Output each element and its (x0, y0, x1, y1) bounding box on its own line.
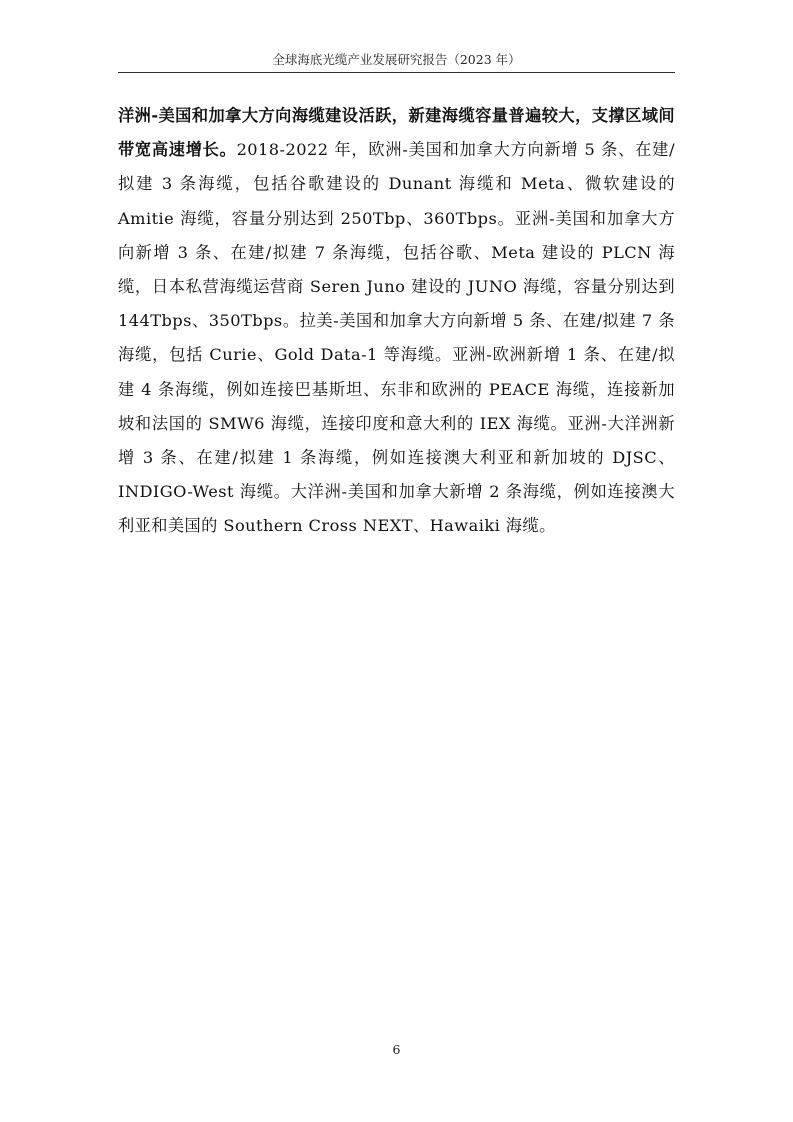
body-paragraph (118, 99, 675, 544)
header-divider (118, 72, 675, 73)
running-header-title: 全球海底光缆产业发展研究报告（2023 年） (272, 52, 521, 67)
paragraph-lead-sentence: 洋洲-美国和加拿大方向海缆建设活跃，新建海缆容量普遍较大，支撑区域间带宽高速增长。 (118, 106, 675, 160)
paragraph-body-text: 2018-2022 年，欧洲-美国和加拿大方向新增 5 条、在建/拟建 3 条海缆，包括谷歌建设的 Dunant 海缆和 Meta、微软建设的 Amitie 海缆，容量分别达到 250Tbp、360Tbps。亚洲-美国和加拿大方向新增 3 条、在建/拟建 7 条海缆，包括谷歌、Meta 建设的 PLCN 海缆，日本私营海缆运营商 Seren Juno 建设的 JUNO 海缆，容量分别达到 144Tbps、350Tbps。拉美-美国和加拿大方向新增 5 条、在建/拟建 7 条海缆，包括 Curie、Gold Data-1 等海缆。亚洲-欧洲新增 1 条、在建/拟建 4 条海缆，例如连接巴基斯坦、东非和欧洲的 PEACE 海缆，连接新加坡和法国的 SMW6 海缆，连接印度和意大利的 IEX 海缆。亚洲-大洋洲新增 3 条、在建/拟建 1 条海缆，例如连接澳大利亚和新加坡的 DJSC、INDIGO-West 海缆。大洋洲-美国和加拿大新增 2 条海缆，例如连接澳大利亚和美国的 Southern Cross NEXT、Hawaiki 海缆。 (118, 140, 675, 536)
page-number: 6 (392, 1042, 401, 1057)
